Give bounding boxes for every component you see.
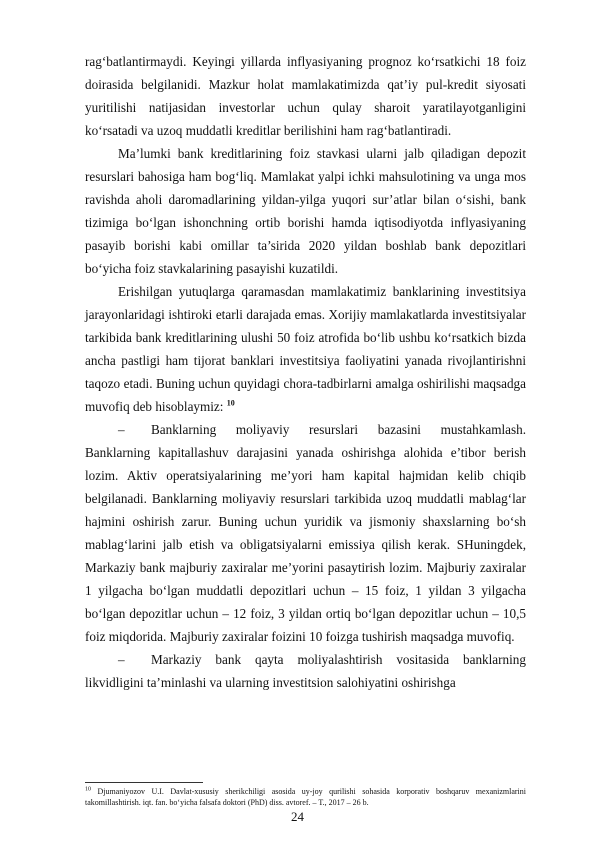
page-number: 24	[291, 809, 304, 824]
footnote	[85, 787, 526, 808]
footnote-divider	[85, 782, 203, 783]
body-text	[85, 50, 526, 694]
list-item-2: – Markaziy bank qayta moliyalashtirish vositasida banklarning likvidligini ta’minlashi va ularning investitsion salohiyatini oshirishga	[85, 652, 526, 690]
paragraph-2: Ma’lumki bank kreditlarining foiz stavkasi ularni jalb qiladigan depozit resurslari bahosiga ham bog‘liq. Mamlakat yalpi ichki mahsulotining va unga mos ravishda aholi daromadlarining yildan-yilga yuqori sur’atlar bilan o‘sishi, bank tizimiga bo‘lgan ishonchning ortib borishi hamda iqtisodiyotda inflyasiyaning pasayib borishi kabi omillar ta’sirida 2020 yildan boshlab bank depozitlari bo‘yicha foiz stavkalarining pasayishi kuzatildi.	[85, 146, 526, 276]
footnote-text: Djumaniyozov U.I. Davlat-xususiy sherikchiligi asosida uy-joy qurilishi sohasida korporativ boshqaruv mexanizmlarini takomillashtirish. iqt. fan. bo‘yicha falsafa doktori (PhD) diss. avtoref. – T., 2017 – 26 b.	[85, 787, 526, 807]
paragraph-1: rag‘batlantirmaydi. Keyingi yillarda inflyasiyaning prognoz ko‘rsatkichi 18 foiz doirasida belgilanidi. Mazkur holat mamlakatimizda qat’iy pul-kredit siyosati yuritilishi natijasidan investorlar uchun qulay sharoit yaratilayotganligini ko‘rsatadi va uzoq muddatli kreditlar berilishini ham rag‘batlantiradi.	[85, 54, 526, 138]
footnote-reference[interactable]: 10	[226, 398, 235, 408]
list-item-1: – Banklarning moliyaviy resurslari bazasini mustahkamlash. Banklarning kapitallashuv darajasini yanada oshirishga alohida e’tibor berish lozim. Aktiv operatsiyalarining me’yori ham kapital hajmidan kelib chiqib belgilanadi. Banklarning moliyaviy resurslari tarkibida uzoq muddatli mablag‘lar hajmini oshirish zarur. Buning uchun yuridik va jismoniy shaxslarning bo‘sh mablag‘larini jalb etish va obligatsiyalarni emissiya qilish kerak. SHuningdek, Markaziy bank majburiy zaxiralar me’yorini pasaytirish lozim. Majburiy zaxiralar 1 yilgacha bo‘lgan muddatli depozitlari uchun – 15 foiz, 1 yildan 3 yilgacha bo‘lgan depozitlar uchun – 12 foiz, 3 yildan ortiq bo‘lgan depozitlar uchun – 10,5 foiz miqdorida. Majburiy zaxiralar foizini 10 foizga tushirish maqsadga muvofiq.	[85, 422, 526, 644]
paragraph-3	[85, 280, 526, 418]
footnote-marker: 10	[85, 786, 91, 793]
paragraph-3-text: Erishilgan yutuqlarga qaramasdan mamlakatimiz banklarining investitsiya jarayonlaridagi ishtiroki etarli darajada emas. Xorijiy mamlakatlarda investitsiyalar tarkibida bank kreditlarining ulushi 50 foiz atrofida bo‘lib ushbu ko‘rsatkich bizda ancha pastligi ham tijorat banklari investitsiya faoliyatini yanada rivojlantirishni taqozo etadi. Buning uchun quyidagi chora-tadbirlarni amalga oshirilishi maqsadga muvofiq deb hisoblaymiz:	[85, 284, 526, 414]
